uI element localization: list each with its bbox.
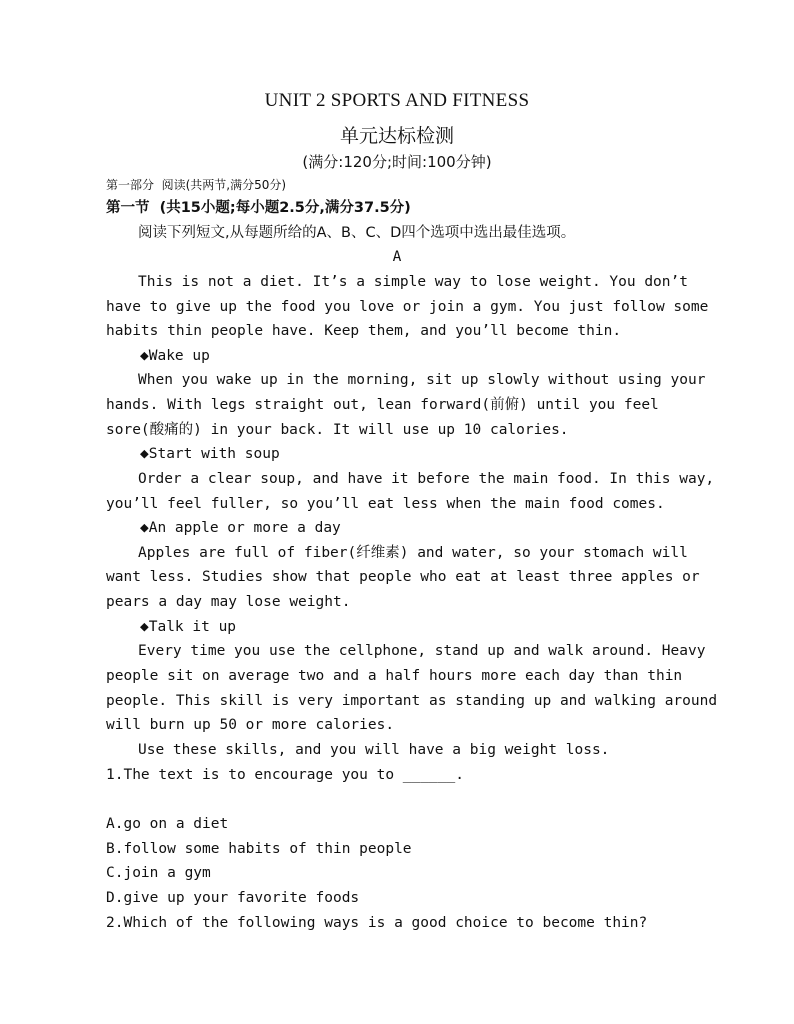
passage-line: Use these skills, and you will have a big weight loss. <box>138 742 610 758</box>
passage-line: Every time you use the cellphone, stand up and walk around. Heavy <box>138 643 706 659</box>
passage-line: This is not a diet. It’s a simple way to lose weight. You don’t <box>138 274 688 290</box>
passage-line: have to give up the food you love or join a gym. You just follow some <box>106 299 709 315</box>
instruction-text: 阅读下列短文,从每题所给的A、B、C、D四个选项中选出最佳选项。 <box>138 225 576 241</box>
passage-line: sore(酸痛的) in your back. It will use up 10 calories. <box>106 422 569 438</box>
passage-line: you’ll feel fuller, so you’ll eat less when the main food comes. <box>106 496 665 512</box>
question-1: 1.The text is to encourage you to ______. <box>106 767 464 783</box>
test-subtitle: 单元达标检测 <box>339 125 454 147</box>
passage-line: people. This skill is very important as standing up and walking around <box>106 693 718 709</box>
passage-subheading: ◆Talk it up <box>140 619 237 635</box>
passage-line: Apples are full of fiber(纤维素) and water, so your stomach will <box>138 545 688 561</box>
passage-line: will burn up 50 or more calories. <box>106 717 395 733</box>
score-time-info: (满分:120分;时间:100分钟) <box>302 153 492 171</box>
passage-line: pears a day may lose weight. <box>106 594 351 610</box>
part-heading: 第一部分 阅读(共两节,满分50分) <box>106 178 287 192</box>
passage-line: want less. Studies show that people who eat at least three apples or <box>106 569 700 585</box>
passage-line: hands. With legs straight out, lean forward(前俯) until you feel <box>106 397 659 413</box>
passage-line: habits thin people have. Keep them, and you’ll become thin. <box>106 323 622 339</box>
passage-line: people sit on average two and a half hours more each day than thin <box>106 668 683 684</box>
passage-subheading: ◆Start with soup <box>140 446 280 462</box>
passage-subheading: ◆An apple or more a day <box>140 520 341 536</box>
passage-line: When you wake up in the morning, sit up slowly without using your <box>138 372 706 388</box>
question-1-option-c: C.join a gym <box>106 865 211 881</box>
question-2: 2.Which of the following ways is a good choice to become thin? <box>106 915 648 931</box>
passage-line: Order a clear soup, and have it before the main food. In this way, <box>138 471 715 487</box>
question-1-option-a: A.go on a diet <box>106 816 229 832</box>
passage-subheading: ◆Wake up <box>140 348 210 364</box>
unit-title: UNIT 2 SPORTS AND FITNESS <box>264 90 530 111</box>
passage-label: A <box>392 249 402 265</box>
question-1-option-d: D.give up your favorite foods <box>106 890 360 906</box>
subsection-heading: 第一节 (共15小题;每小题2.5分,满分37.5分) <box>106 200 411 216</box>
question-1-option-b: B.follow some habits of thin people <box>106 841 412 857</box>
